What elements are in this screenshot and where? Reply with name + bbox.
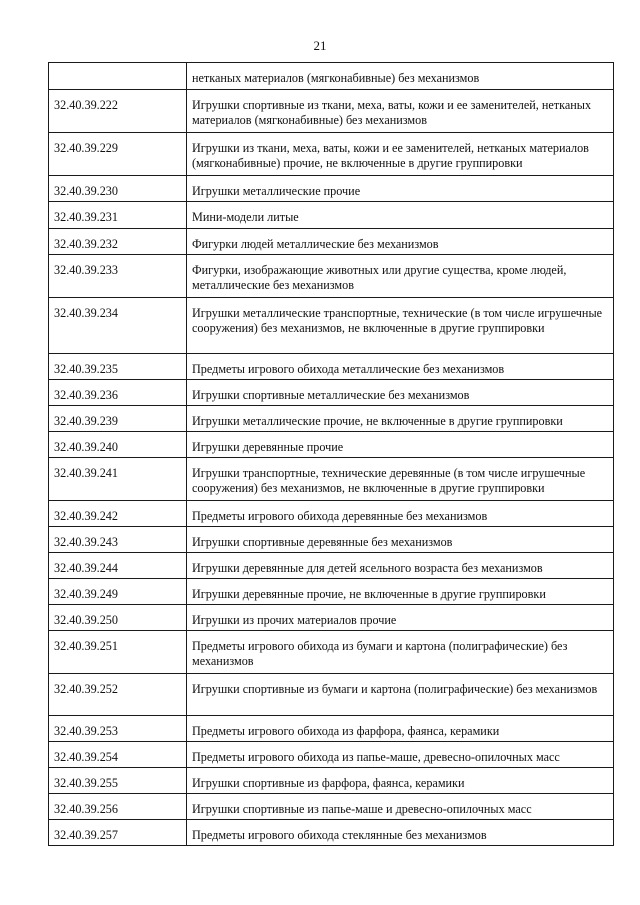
table-row [49,380,614,406]
table-row [49,432,614,458]
code-cell: 32.40.39.252 [49,674,187,716]
description-cell: Мини-модели литые [187,202,614,229]
description-cell: Фигурки, изображающие животных или другие существа, кроме людей, металлические без механизмов [187,255,614,298]
description-cell: Предметы игрового обихода из бумаги и картона (полиграфические) без механизмов [187,631,614,674]
code-cell: 32.40.39.240 [49,432,187,458]
table-row [49,354,614,380]
table-row [49,742,614,768]
code-cell: 32.40.39.243 [49,527,187,553]
table-row [49,674,614,716]
code-cell: 32.40.39.236 [49,380,187,406]
description-cell: Игрушки спортивные из папье-маше и древесно-опилочных масс [187,794,614,820]
description-cell: Фигурки людей металлические без механизмов [187,229,614,255]
code-cell: 32.40.39.231 [49,202,187,229]
code-cell: 32.40.39.233 [49,255,187,298]
code-cell: 32.40.39.234 [49,298,187,354]
table-row [49,794,614,820]
code-cell: 32.40.39.230 [49,176,187,202]
description-cell: Предметы игрового обихода стеклянные без механизмов [187,820,614,846]
table-row [49,631,614,674]
description-cell: Игрушки деревянные прочие [187,432,614,458]
code-cell: 32.40.39.257 [49,820,187,846]
code-cell: 32.40.39.256 [49,794,187,820]
table-row [49,605,614,631]
code-cell: 32.40.39.251 [49,631,187,674]
table-row [49,716,614,742]
description-cell: Игрушки спортивные из ткани, меха, ваты, кожи и ее заменителей, нетканых материалов (мягконабивные) без механизмов [187,90,614,133]
table-row [49,133,614,176]
table-row [49,255,614,298]
code-cell: 32.40.39.244 [49,553,187,579]
description-cell: Игрушки деревянные прочие, не включенные в другие группировки [187,579,614,605]
table-row [49,579,614,605]
description-cell: Игрушки металлические транспортные, технические (в том числе игрушечные сооружения) без механизмов, не включенные в другие группировки [187,298,614,354]
description-cell: Игрушки спортивные из фарфора, фаянса, керамики [187,768,614,794]
code-cell: 32.40.39.253 [49,716,187,742]
code-cell: 32.40.39.255 [49,768,187,794]
table-row [49,527,614,553]
table-row [49,406,614,432]
classification-table [48,62,614,846]
description-cell: Предметы игрового обихода из папье-маше, древесно-опилочных масс [187,742,614,768]
description-cell: Игрушки спортивные из бумаги и картона (полиграфические) без механизмов [187,674,614,716]
code-cell: 32.40.39.242 [49,501,187,527]
description-cell: Игрушки из прочих материалов прочие [187,605,614,631]
description-cell: Предметы игрового обихода из фарфора, фаянса, керамики [187,716,614,742]
description-cell: Игрушки металлические прочие [187,176,614,202]
table-row [49,768,614,794]
description-cell: Игрушки металлические прочие, не включенные в другие группировки [187,406,614,432]
description-cell: нетканых материалов (мягконабивные) без механизмов [187,63,614,90]
code-cell: 32.40.39.239 [49,406,187,432]
table-row [49,501,614,527]
page-number: 21 [313,38,327,53]
table-row [49,63,614,90]
code-cell: 32.40.39.229 [49,133,187,176]
table-row [49,298,614,354]
code-cell: 32.40.39.222 [49,90,187,133]
code-cell: 32.40.39.254 [49,742,187,768]
description-cell: Игрушки деревянные для детей ясельного возраста без механизмов [187,553,614,579]
description-cell: Игрушки спортивные металлические без механизмов [187,380,614,406]
table-row [49,202,614,229]
description-cell: Предметы игрового обихода металлические без механизмов [187,354,614,380]
description-cell: Предметы игрового обихода деревянные без механизмов [187,501,614,527]
table-row [49,458,614,501]
code-cell [49,63,187,90]
code-cell: 32.40.39.249 [49,579,187,605]
code-cell: 32.40.39.235 [49,354,187,380]
table-row [49,176,614,202]
code-cell: 32.40.39.241 [49,458,187,501]
description-cell: Игрушки транспортные, технические деревянные (в том числе игрушечные сооружения) без механизмов, не включенные в другие группировки [187,458,614,501]
table-row [49,553,614,579]
description-cell: Игрушки спортивные деревянные без механизмов [187,527,614,553]
code-cell: 32.40.39.232 [49,229,187,255]
description-cell: Игрушки из ткани, меха, ваты, кожи и ее заменителей, нетканых материалов (мягконабивные) прочие, не включенные в другие группировки [187,133,614,176]
table-row [49,229,614,255]
table-row [49,90,614,133]
table-row [49,820,614,846]
code-cell: 32.40.39.250 [49,605,187,631]
